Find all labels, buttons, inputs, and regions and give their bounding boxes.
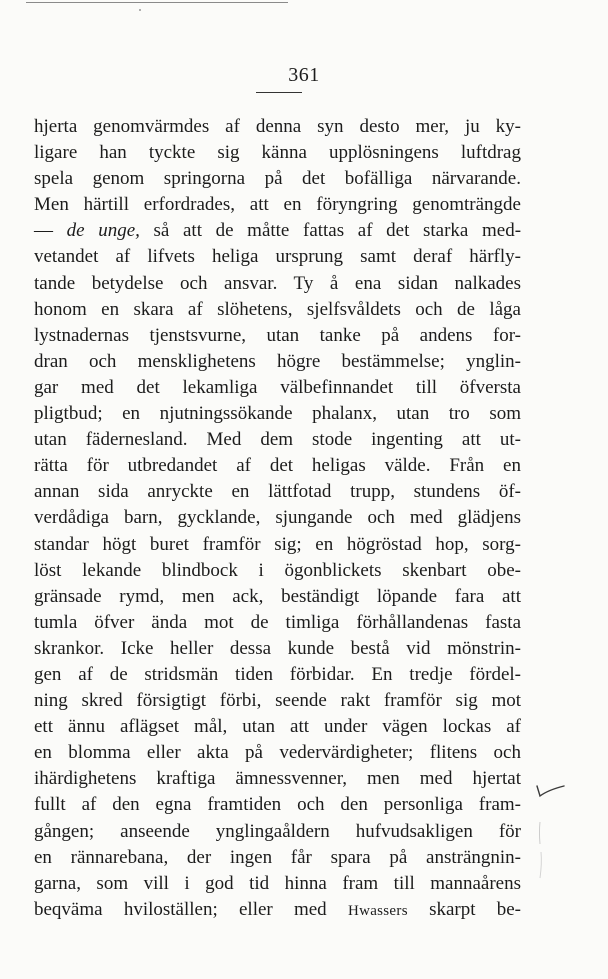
text-line: Men härtill erfordrades, att en föryngring genomträngde <box>34 194 521 216</box>
text-line: pligtbud; en njutningssökande phalanx, utan tro som <box>34 403 521 425</box>
text-line: ett ännu aflägset mål, utan att under vägen lockas af <box>34 716 521 738</box>
text-line: en blomma eller akta på vedervärdigheter; flitens och <box>34 742 521 764</box>
text-line: spela genom springorna på det bofälliga närvarande. <box>34 168 521 190</box>
text-line: gränsade rymd, men ack, beständigt löpande fara att <box>34 585 521 607</box>
text-line: honom en skara af slöhetens, sjelfsvåldets och de låga <box>34 298 521 320</box>
text-line: — de unge, så att de måtte fattas af det starka med- <box>34 220 522 242</box>
page-number: 361 <box>288 64 320 86</box>
em-dash: — <box>34 220 53 242</box>
text-line: standar högt buret framför sig; en högröstad hop, sorg- <box>34 533 521 555</box>
text-line: gen af de stridsmän tiden förbidar. En tredje fördel- <box>34 663 521 685</box>
text-line: hjerta genomvärmdes af denna syn desto mer, ju ky- <box>34 116 521 137</box>
text-line: en rännarebana, der ingen får spara på ansträngnin- <box>34 846 521 868</box>
text-line: annan sida anryckte en lättfotad trupp, stundens öf- <box>34 481 521 503</box>
paper-speck <box>139 9 141 11</box>
text-line: fullt af den egna framtiden och den personliga fram- <box>34 794 521 816</box>
text-line: gar med det lekamliga välbefinnandet till öfversta <box>34 376 521 398</box>
top-edge-rule <box>26 2 288 3</box>
checkmark-stroke <box>537 786 564 796</box>
text-line: dran och mensklighetens högre bestämmelse; ynglin- <box>34 350 521 372</box>
small-caps-name: Hwassers <box>347 902 408 919</box>
faint-pencil-mark <box>540 822 541 844</box>
italic-phrase: de unge, <box>66 220 140 242</box>
text-line: ihärdighetens kraftiga ämnessvenner, men med hjertat <box>34 768 521 790</box>
text-line: garna, som vill i god tid hinna fram till mannaårens <box>34 872 521 894</box>
text-line: löst lekande blindbock i ögonblickets skenbart obe- <box>34 559 521 581</box>
body-text <box>34 114 521 923</box>
text-line: tande betydelse och ansvar. Ty å ena sidan nalkades <box>34 272 521 294</box>
text-line: tumla öfver ända mot de timliga förhållandenas fasta <box>34 611 521 633</box>
text-line: utan fädernesland. Med dem stode ingenting att ut- <box>34 429 521 451</box>
text-line: ligare han tyckte sig känna upplösningens luftdrag <box>34 142 521 164</box>
text-line: beqväma hviloställen; eller med Hwassers skarpt be- <box>34 898 522 920</box>
page-number-underline <box>256 92 302 93</box>
text-line: vetandet af lifvets heliga ursprung samt deraf härfly- <box>34 246 521 268</box>
text-line: rätta för utbredandet af det heligas välde. Från en <box>34 455 521 477</box>
text-line: lystnadernas tjenstsvurne, utan tanke på andens for- <box>34 324 521 346</box>
margin-checkmark-annotation <box>534 774 570 894</box>
text-line: ning skred försigtigt förbi, seende rakt framför sig mot <box>34 690 521 712</box>
text-line: gången; anseende ynglingaåldern hufvudsakligen för <box>34 820 521 842</box>
faint-pencil-mark <box>540 852 541 878</box>
text-line: skrankor. Icke heller dessa kunde bestå vid mönstrin- <box>34 637 521 659</box>
text-line: verdådiga barn, gycklande, sjungande och med glädjens <box>34 507 521 529</box>
